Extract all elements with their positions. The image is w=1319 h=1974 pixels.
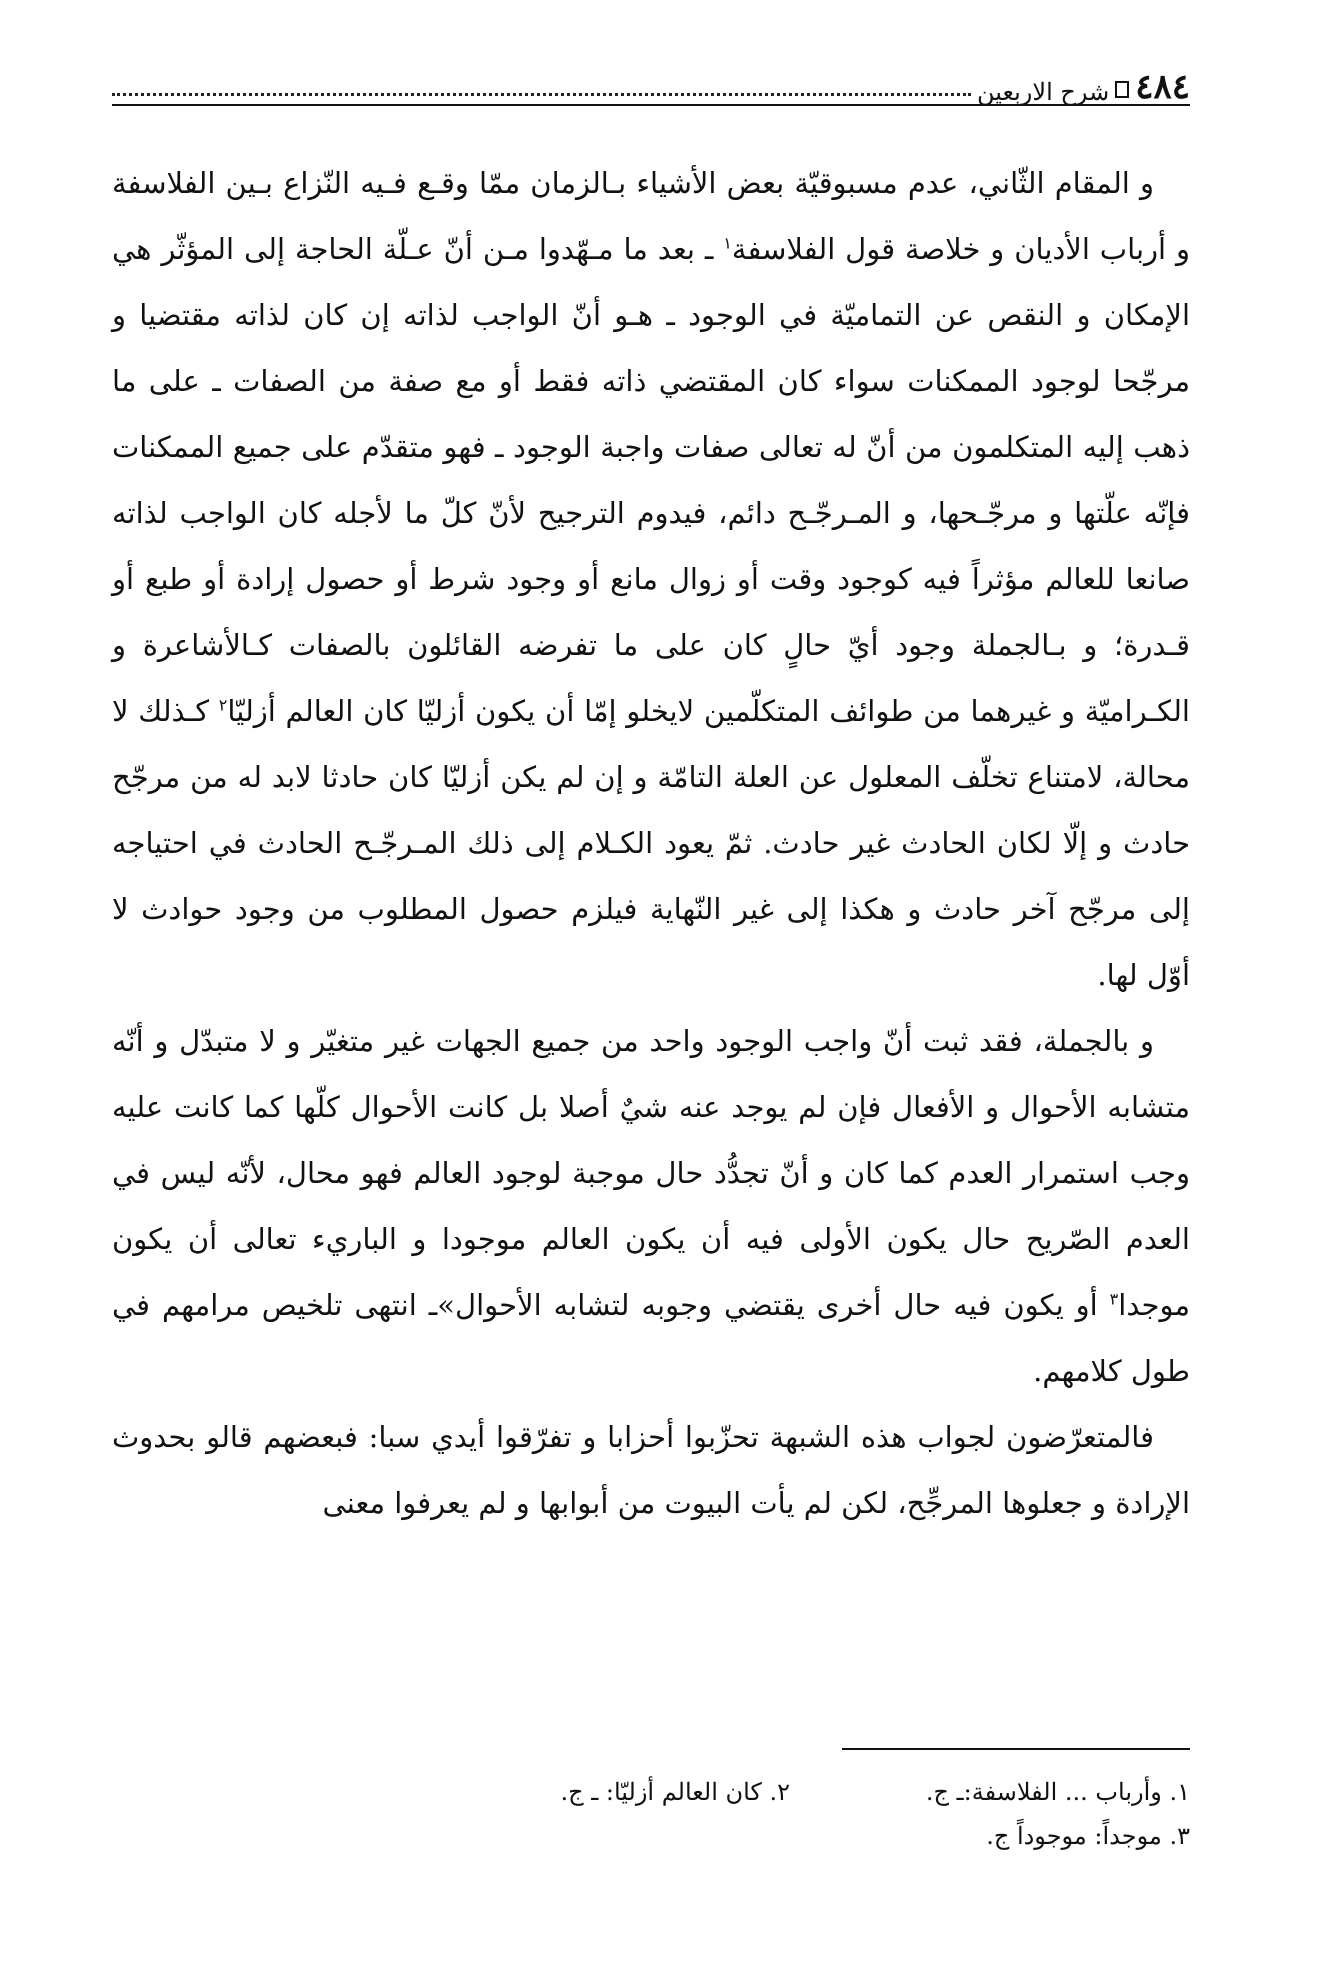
footnote-separator [842, 1748, 1190, 1750]
paragraph-3: فالمتعرّضون لجواب هذه الشبهة تحزّبوا أحزابا و تفرّقوا أيدي سبا: فبعضهم قالو بحدوث الإرادة و جعلوها المرجِّح، لكن لم يأت البيوت من أبوابها و لم يعرفوا معنى [112, 1420, 1190, 1520]
header-square-icon [1115, 81, 1129, 98]
paragraph-1: و المقام الثّاني، عدم مسبوقيّة بعض الأشياء بـالزمان ممّا وقـع فـيه النّزاع بـين الفلاسفة و أرباب الأديان و خلاصة قول الفلاسفة$^١$ ـ بعد ما مـهّدوا مـن أنّ عـلّة الحاجة إلى المؤثّر هي الإمكان و النقص عن التماميّة في الوجود ـ هـو أنّ الواجب لذاته إن كان لذاته مقتضيا و مرجّحا لوجود الممكنات سواء كان المقتضي ذاته فقط أو مع صفة من الصفات ـ على ما ذهب إليه المتكلمون من أنّ له تعالى صفات واجبة الوجود ـ فهو متقدّم على جميع الممكنات فإنّه علّتها و مرجّـحها، و المـرجّـح دائم، فيدوم الترجيح لأنّ كلّ ما لأجله كان الواجب لذاته صانعا للعالم مؤثراً فيه كوجود وقت أو زوال مانع أو وجود شرط أو حصول إرادة أو طبع أو قـدرة؛ و بـالجملة وجود أيّ حالٍ كان على ما تفرضه القائلون بالصفات كـالأشاعرة و الكـراميّة و غيرهما من طوائف المتكلّمين لايخلو إمّا أن يكون أزليّا كان العالم أزليّا$^٢$ كـذلك لا محالة، لامتناع تخلّف المعلول عن العلة التامّة و إن لم يكن أزليّا كان حادثا لابد له من مرجّح حادث و إلّا لكان الحادث غير حادث. ثمّ يعود الكـلام إلى ذلك المـرجّـح الحادث في احتياجه إلى مرجّح آخر حادث و هكذا إلى غير النّهاية فيلزم حصول المطلوب من وجود حوادث لا أوّل لها. [112, 166, 1190, 992]
page-header [112, 52, 1190, 107]
main-text [112, 150, 1190, 1536]
footnote-ref-1: ١ [723, 233, 732, 253]
footnote-ref-3: ٣ [1109, 1289, 1119, 1309]
running-title: شرح الاربعين [977, 78, 1110, 106]
footnote-ref-2: ٢ [218, 695, 228, 715]
footnotes [112, 1770, 1190, 1858]
header-dotted-leader [112, 93, 971, 96]
page-number: ٤٨٤ [1135, 67, 1190, 107]
paragraph-2: و بالجملة، فقد ثبت أنّ واجب الوجود واحد من جميع الجهات غير متغيّر و لا متبدّل و أنّه متشابه الأحوال و الأفعال فإن لم يوجد عنه شيٌ أصلا بل كانت الأحوال كلّها كما كانت عليه وجب استمرار العدم كما كان و أنّ تجدُّد حال موجبة لوجود العالم فهو محال، لأنّه ليس في العدم الصّريح حال يكون الأولى فيه أن يكون العالم موجودا و الباريء تعالى أن يكون موجدا$^٣$ أو يكون فيه حال أخرى يقتضي وجوبه لتشابه الأحوال»ـ انتهى تلخيص مرامهم في طول كلامهم. [112, 1024, 1190, 1388]
footnote-2: ٢. كان العالم أزليّا: ـ ج. [560, 1778, 790, 1806]
footnote-3: ٣. موجداً: موجوداً ج. [986, 1822, 1190, 1850]
footnote-1: ١. وأرباب ... الفلاسفة:ـ ج. [925, 1778, 1190, 1806]
footnote-row [112, 1814, 1190, 1858]
footnote-row [112, 1770, 1190, 1814]
header-rule [112, 104, 1190, 106]
